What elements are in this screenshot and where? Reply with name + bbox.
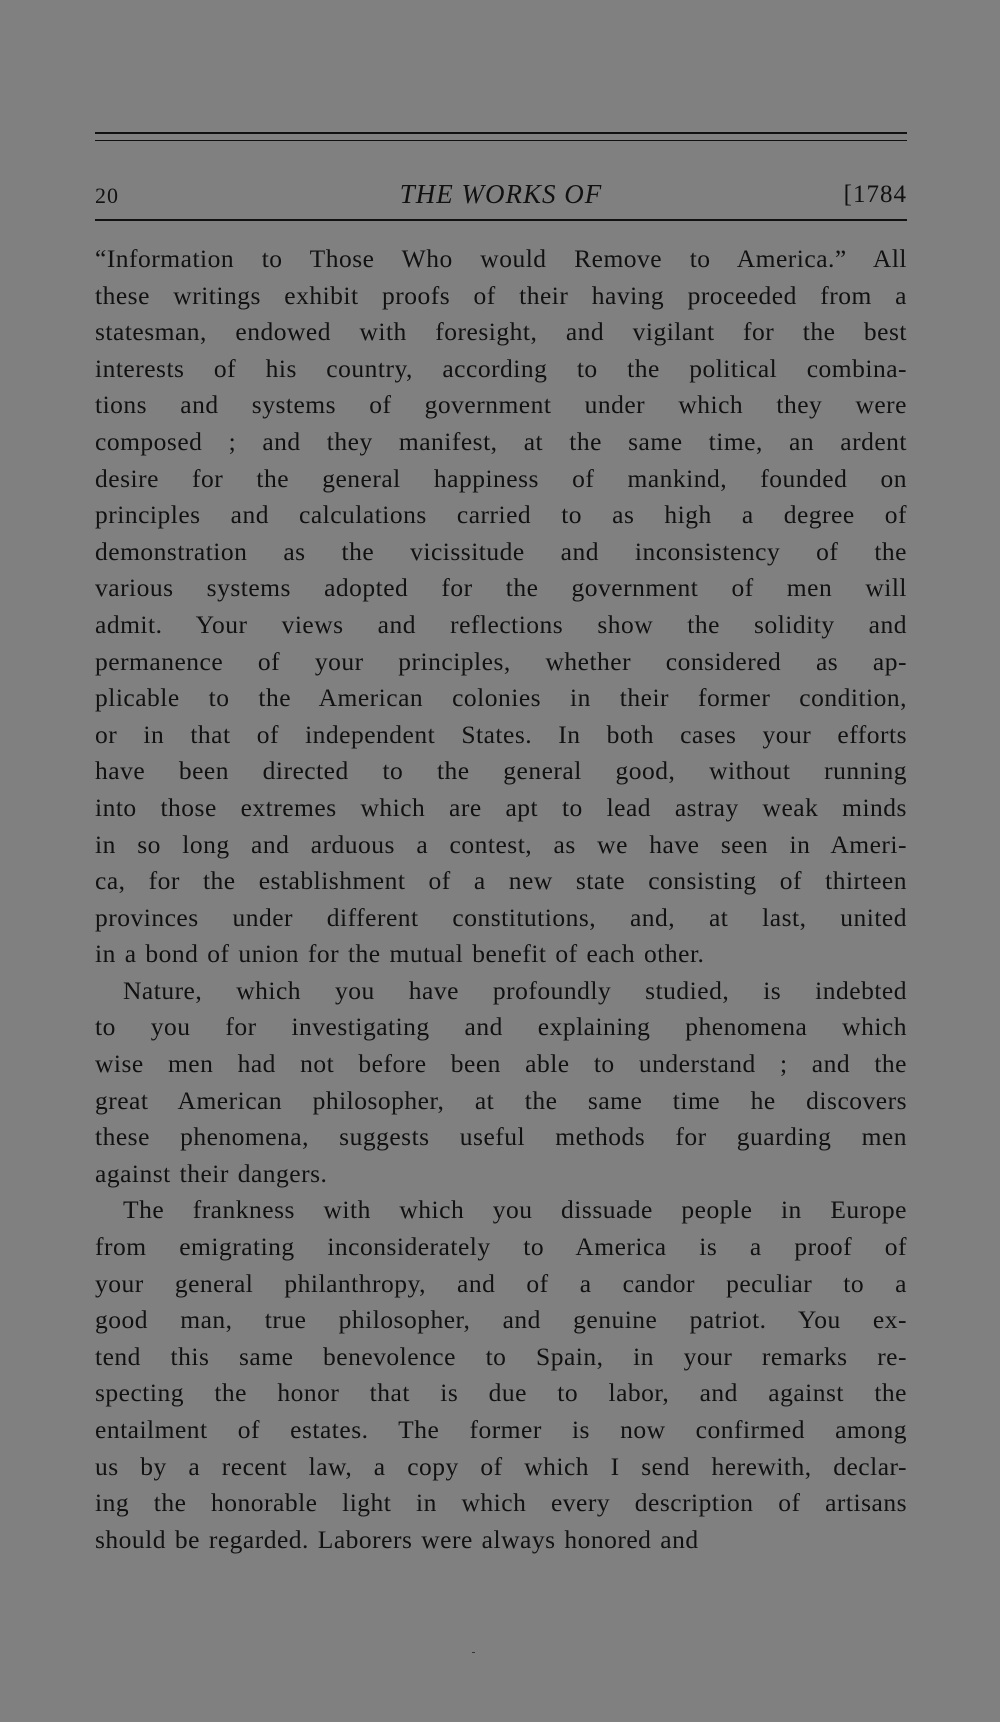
text-line: in so long and arduous a contest, as we have seen in Ameri- (95, 829, 907, 859)
text-line: tions and systems of government under which they were (95, 390, 907, 420)
page-speck (472, 1652, 475, 1653)
text-line: good man, true philosopher, and genuine patriot. You ex- (95, 1305, 907, 1335)
header-rule-bottom (95, 219, 907, 221)
text-line: great American philosopher, at the same time he discovers (95, 1085, 907, 1115)
header-rule-top (95, 132, 907, 134)
text-line: from emigrating inconsiderately to America is a proof of (95, 1232, 907, 1262)
text-line: The frankness with which you dissuade people in Europe (123, 1195, 907, 1225)
text-line: these phenomena, suggests useful methods for guarding men (95, 1122, 907, 1152)
text-line: entailment of estates. The former is now confirmed among (95, 1415, 907, 1444)
text-line: against their dangers. (95, 1158, 328, 1188)
text-line: desire for the general happiness of mankind, founded on (95, 463, 907, 493)
paragraph (95, 1192, 907, 1558)
text-line: your general philanthropy, and of a candor peculiar to a (95, 1268, 907, 1298)
text-line: to you for investigating and explaining phenomena which (95, 1012, 907, 1042)
paragraph (95, 973, 907, 1193)
text-line: wise men had not before been able to understand ; and the (95, 1049, 907, 1079)
text-line: in a bond of union for the mutual benefit of each other. (95, 939, 705, 969)
text-line: these writings exhibit proofs of their having proceeded from a (95, 280, 907, 310)
text-line: Nature, which you have profoundly studied, is indebted (123, 975, 907, 1005)
page-number: 20 (95, 183, 119, 208)
paragraph (95, 241, 907, 973)
text-line: interests of his country, according to the political combina- (95, 353, 907, 383)
text-line: plicable to the American colonies in their former condition, (95, 683, 907, 713)
text-line: various systems adopted for the government of men will (95, 573, 907, 603)
text-line: into those extremes which are apt to lead astray weak minds (95, 792, 907, 822)
text-line: composed ; and they manifest, at the same time, an ardent (95, 426, 907, 456)
text-line: provinces under different constitutions, and, at last, united (95, 902, 907, 932)
body-text (95, 241, 907, 1558)
text-line: ca, for the establishment of a new state consisting of thirteen (95, 866, 907, 896)
text-line: should be regarded. Laborers were always honored and (95, 1524, 699, 1554)
text-line: admit. Your views and reflections show the solidity and (95, 609, 907, 639)
text-line: statesman, endowed with foresight, and vigilant for the best (95, 317, 907, 347)
text-line: ing the honorable light in which every description of artisans (95, 1488, 907, 1518)
text-line: “Information to Those Who would Remove to America.” All (95, 244, 907, 273)
text-line: have been directed to the general good, without running (95, 756, 907, 786)
text-line: demonstration as the vicissitude and inconsistency of the (95, 536, 907, 566)
text-line: specting the honor that is due to labor, and against the (95, 1378, 907, 1408)
text-line: tend this same benevolence to Spain, in your remarks re- (95, 1341, 907, 1371)
text-line: principles and calculations carried to as high a degree of (95, 500, 907, 530)
book-page (95, 132, 907, 1558)
text-line: or in that of independent States. In both cases your efforts (95, 719, 907, 749)
running-header (95, 141, 907, 207)
text-line: permanence of your principles, whether considered as ap- (95, 646, 907, 676)
text-line: us by a recent law, a copy of which I send herewith, declar- (95, 1451, 907, 1481)
running-title: THE WORKS OF (399, 179, 603, 209)
header-year: [1784 (843, 181, 907, 208)
